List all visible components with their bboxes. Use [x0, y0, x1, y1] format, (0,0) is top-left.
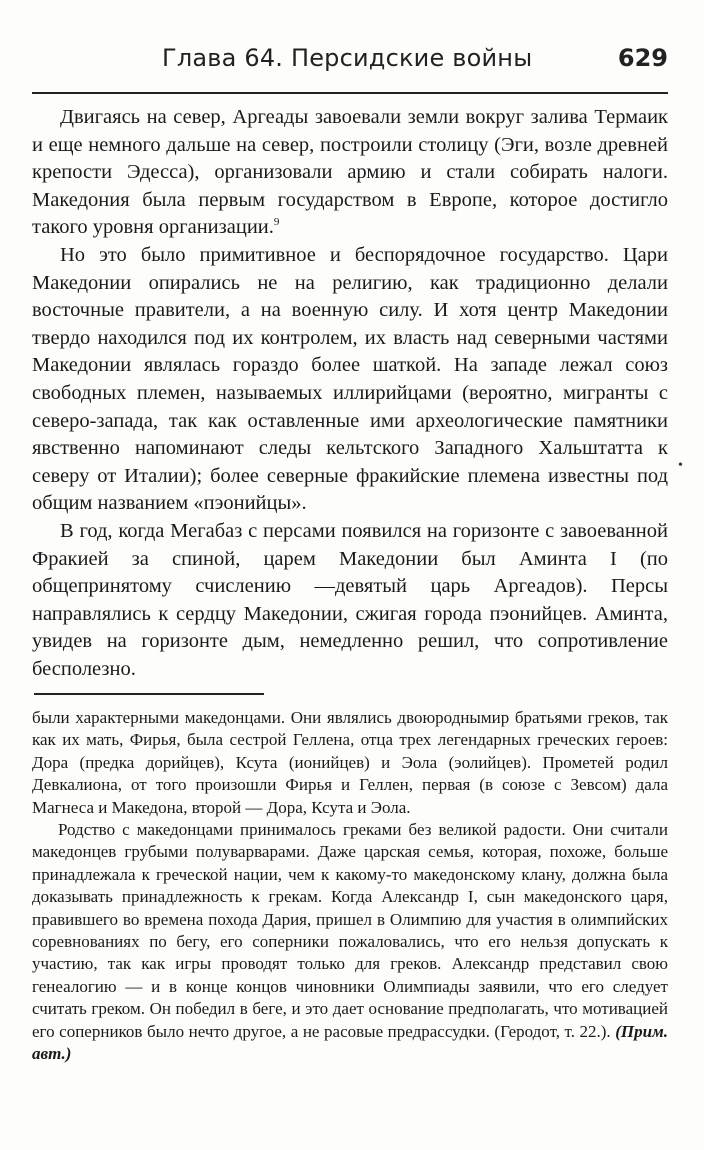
paragraph	[32, 104, 668, 242]
paragraph-text: Но это было примитивное и беспорядочное государство. Цари Македонии опирались не на религию, как традиционно делали восточные правители, а на военную силу. И хотя центр Македонии твердо находился под их контролем, их власть над северными частями Македонии являлась гораздо более шаткой. На западе лежал союз свободных племен, называемых иллирийцами (вероятно, мигранты с северо-запада, так как оставленные ими археологические памятники явственно напоминают следы кельтского Западного Хальштатта к северу от Италии); более северные фракийские племена известны под общим названием «пэонийцы».	[32, 243, 668, 515]
header-rule	[32, 92, 668, 94]
main-text	[32, 104, 668, 683]
footnote-paragraph	[32, 819, 668, 1065]
paragraph	[32, 242, 668, 518]
footnote-text: Родство с македонцами принималось греками без великой радости. Они считали македонцев грубыми полуварварами. Даже царская семья, которая, похоже, больше принадлежала к греческой нации, чем к какому-то македонскому клану, должна была доказывать принадлежность к грекам. Когда Александр I, сын македонского царя, правившего во времена похода Дария, пришел в Олимпию для участия в олимпийских соревнованиях по бегу, его соперники пожаловались, что его нельзя допускать к участию, так как игры проводят только для греков. Александр представил свою генеалогию — и в конце концов чиновники Олимпиады заявили, что его следует считать греком. Он победил в беге, и это дает основание предполагать, что мотивацией его соперников было нечто другое, а не расовые предрассудки. (Геродот, т. 22.).	[32, 820, 668, 1041]
running-header	[30, 44, 668, 78]
print-speck: •	[678, 458, 683, 473]
footnote-ref: 9	[273, 216, 280, 229]
footnotes	[32, 707, 668, 1066]
page-number: 629	[617, 44, 668, 72]
footnote-rule	[34, 693, 264, 695]
footnote-attribution: (Прим. авт.)	[32, 1021, 668, 1064]
paragraph-text: В год, когда Мегабаз с персами появился на горизонте с завоеванной Фракией за спиной, царем Македонии был Аминта I (по общепринятому счислению —девятый царь Аргеадов). Персы направлялись к сердцу Македонии, сжигая города пэонийцев. Аминта, увидев на горизонте дым, немедленно решил, что сопротивление бесполезно.	[32, 519, 668, 680]
paragraph	[32, 518, 668, 684]
chapter-title: Глава 64. Персидские войны	[162, 44, 533, 72]
paragraph-text: Двигаясь на север, Аргеады завоевали земли вокруг залива Термаик и еще немного дальше на север, построили столицу (Эги, возле древней крепости Эдесса), организовали армию и стали собирать налоги. Македония была первым государством в Европе, которое достигло такого уровня организации.	[32, 106, 668, 239]
footnote-paragraph: были характерными македонцами. Они являлись двоюроднымир братьями греков, так как их мать, Фирья, была сестрой Геллена, отца трех легендарных греческих героев: Дора (предка дорийцев), Ксута (ионийцев) и Эола (эолийцев). Прометей родил Девкалиона, от того произошли Фирья и Геллен, первая (в союзе с Зевсом) дала Магнеса и Македона, второй — Дора, Ксута и Эола.	[32, 708, 668, 817]
